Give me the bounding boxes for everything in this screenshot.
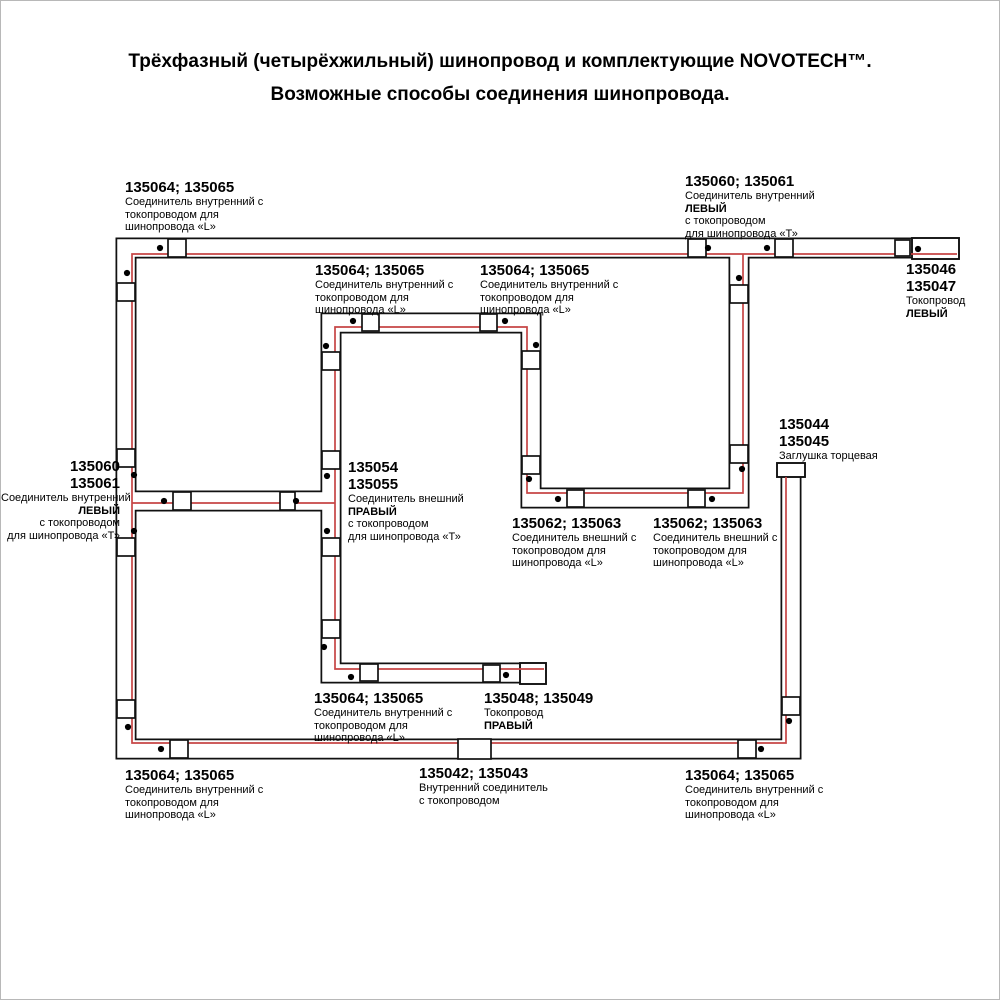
connector-square	[688, 490, 705, 507]
label-external-right-connector	[653, 515, 777, 570]
label-power-feed-left	[906, 261, 965, 320]
connector-dot	[321, 644, 327, 650]
part-desc: токопроводом для	[314, 719, 408, 732]
part-desc: Токопровод	[484, 707, 544, 719]
connector-dot	[161, 498, 167, 504]
straight-connector-body	[458, 739, 491, 759]
part-desc: Соединитель внешний с	[512, 532, 637, 544]
part-number: 135064; 135065	[480, 262, 590, 279]
part-desc: Соединитель внешний с	[653, 532, 778, 544]
part-desc: токопроводом для	[315, 291, 409, 304]
part-desc: токопроводом для	[125, 796, 219, 809]
connector-square	[322, 451, 340, 469]
connector-square	[480, 314, 497, 331]
part-number: 135060	[69, 458, 120, 475]
part-desc: токопроводом для	[125, 208, 219, 221]
connector-square	[688, 239, 706, 257]
part-number: 135060; 135061	[685, 173, 795, 190]
connector-square	[522, 351, 540, 369]
part-desc: шинопровода «L»	[315, 304, 406, 316]
part-desc: Соединитель внутренний с	[125, 784, 264, 796]
connector-square	[322, 352, 340, 370]
part-desc: Соединитель внешний	[348, 493, 464, 505]
part-desc: шинопровода «L»	[653, 557, 744, 569]
part-desc: Соединитель внутренний с	[125, 196, 264, 208]
part-desc: для шинопровода «Т»	[685, 227, 798, 240]
connector-dot	[350, 318, 356, 324]
connector-dot	[324, 473, 330, 479]
part-number: 135048; 135049	[484, 690, 594, 707]
part-desc: ЛЕВЫЙ	[685, 202, 727, 215]
part-desc: шинопровода «L»	[480, 304, 571, 316]
part-number: 135064; 135065	[315, 262, 425, 279]
part-desc: токопроводом для	[653, 544, 747, 557]
connector-dot	[758, 746, 764, 752]
connector-dot	[131, 528, 137, 534]
connector-square	[522, 456, 540, 474]
label-top-mid-right-connector	[480, 262, 618, 317]
part-desc: шинопровода «L»	[685, 809, 776, 821]
part-number: 135054	[348, 459, 399, 476]
connector-dot	[503, 672, 509, 678]
part-number: 135061	[69, 475, 120, 492]
part-desc: с токопроводом	[39, 517, 120, 529]
part-number: 135064; 135065	[125, 179, 235, 196]
connector-square	[173, 492, 191, 510]
connector-square	[738, 740, 756, 758]
connector-dot	[705, 245, 711, 251]
connector-square	[117, 700, 135, 718]
part-desc: Токопровод	[906, 295, 966, 307]
part-number: 135047	[906, 278, 957, 295]
connector-square	[170, 740, 188, 758]
part-number: 135064; 135065	[125, 767, 235, 784]
part-desc: Заглушка торцевая	[779, 450, 878, 462]
part-desc: с токопроводом	[419, 794, 500, 807]
connector-square	[782, 697, 800, 715]
part-desc: шинопровода «L»	[314, 732, 405, 744]
connector-dot	[323, 343, 329, 349]
part-desc: Соединитель внутренний с	[314, 707, 453, 719]
label-straight-connector	[419, 765, 548, 807]
connector-dot	[124, 270, 130, 276]
connector-dot	[324, 528, 330, 534]
connector-square	[775, 239, 793, 257]
connector-dot	[764, 245, 770, 251]
part-desc: токопроводом для	[512, 544, 606, 557]
label-left-t-connector	[1, 458, 131, 542]
connector-dot	[736, 275, 742, 281]
part-desc: Соединитель внутренний	[685, 190, 815, 202]
part-number: 135046	[906, 261, 957, 278]
part-desc: с токопроводом	[348, 518, 429, 530]
part-desc: ЛЕВЫЙ	[78, 504, 120, 517]
part-desc: Соединитель внутренний с	[685, 784, 824, 796]
connector-square	[362, 314, 379, 331]
connector-square	[730, 445, 748, 463]
connector-dot	[125, 724, 131, 730]
label-bottom-mid-connector	[314, 690, 452, 745]
part-number: 135044	[779, 416, 830, 433]
connector-square	[567, 490, 584, 507]
connector-dot	[131, 472, 137, 478]
connector-dot	[293, 498, 299, 504]
part-desc: шинопровода «L»	[512, 557, 603, 569]
part-number: 135055	[348, 476, 399, 493]
part-desc: ЛЕВЫЙ	[906, 307, 948, 320]
connector-square	[483, 665, 500, 682]
part-number: 135042; 135043	[419, 765, 529, 782]
track-diagram-svg	[1, 1, 1000, 1000]
part-number: 135062; 135063	[653, 515, 763, 532]
part-number: 135045	[779, 433, 830, 450]
label-external-left-connector	[512, 515, 636, 570]
part-number: 135064; 135065	[685, 767, 795, 784]
part-desc: ПРАВЫЙ	[484, 719, 533, 732]
connector-square	[730, 285, 748, 303]
part-desc: ПРАВЫЙ	[348, 505, 397, 518]
label-bottom-left-connector	[125, 767, 263, 822]
connector-square	[117, 283, 135, 301]
power-feed-right-body	[520, 663, 546, 684]
connector-square	[280, 492, 295, 510]
connector-square	[322, 620, 340, 638]
connector-square	[168, 239, 186, 257]
connector-dot	[709, 496, 715, 502]
part-desc: шинопровода «L»	[125, 221, 216, 233]
label-top-mid-left-connector	[315, 262, 453, 317]
label-bottom-right-connector	[685, 767, 823, 822]
title-line-2: Возможные способы соединения шинопровода.	[270, 84, 730, 105]
part-desc: Соединитель внутренний	[1, 492, 131, 504]
part-desc: Соединитель внутренний с	[315, 279, 454, 291]
title-line-1: Трёхфазный (четырёхжильный) шинопровод и комплектующие NOVOTECH™.	[128, 51, 872, 72]
label-mid-t-connector	[348, 459, 464, 543]
connector-dot	[555, 496, 561, 502]
connector-square	[322, 538, 340, 556]
connector-dot	[157, 245, 163, 251]
connector-dot	[526, 476, 532, 482]
part-desc: Внутренний соединитель	[419, 782, 548, 794]
label-top-t-connector	[685, 173, 815, 240]
label-power-feed-right	[484, 690, 593, 732]
connector-square	[895, 240, 910, 256]
connector-dot	[533, 342, 539, 348]
part-desc: шинопровода «L»	[125, 809, 216, 821]
part-desc: Соединитель внутренний с	[480, 279, 619, 291]
connector-dot	[348, 674, 354, 680]
connector-dot	[739, 466, 745, 472]
part-desc: токопроводом для	[685, 796, 779, 809]
connector-dot	[502, 318, 508, 324]
label-top-left-connector	[125, 179, 263, 234]
label-end-cap	[779, 416, 878, 463]
end-cap-body	[777, 463, 805, 477]
part-number: 135064; 135065	[314, 690, 424, 707]
part-desc: с токопроводом	[685, 215, 766, 227]
connector-dot	[786, 718, 792, 724]
part-number: 135062; 135063	[512, 515, 622, 532]
connector-square	[360, 664, 378, 681]
connector-dot	[158, 746, 164, 752]
part-desc: токопроводом для	[480, 291, 574, 304]
part-desc: для шинопровода «Т»	[348, 530, 461, 543]
connector-dot	[915, 246, 921, 252]
part-desc: для шинопровода «Т»	[7, 529, 120, 542]
